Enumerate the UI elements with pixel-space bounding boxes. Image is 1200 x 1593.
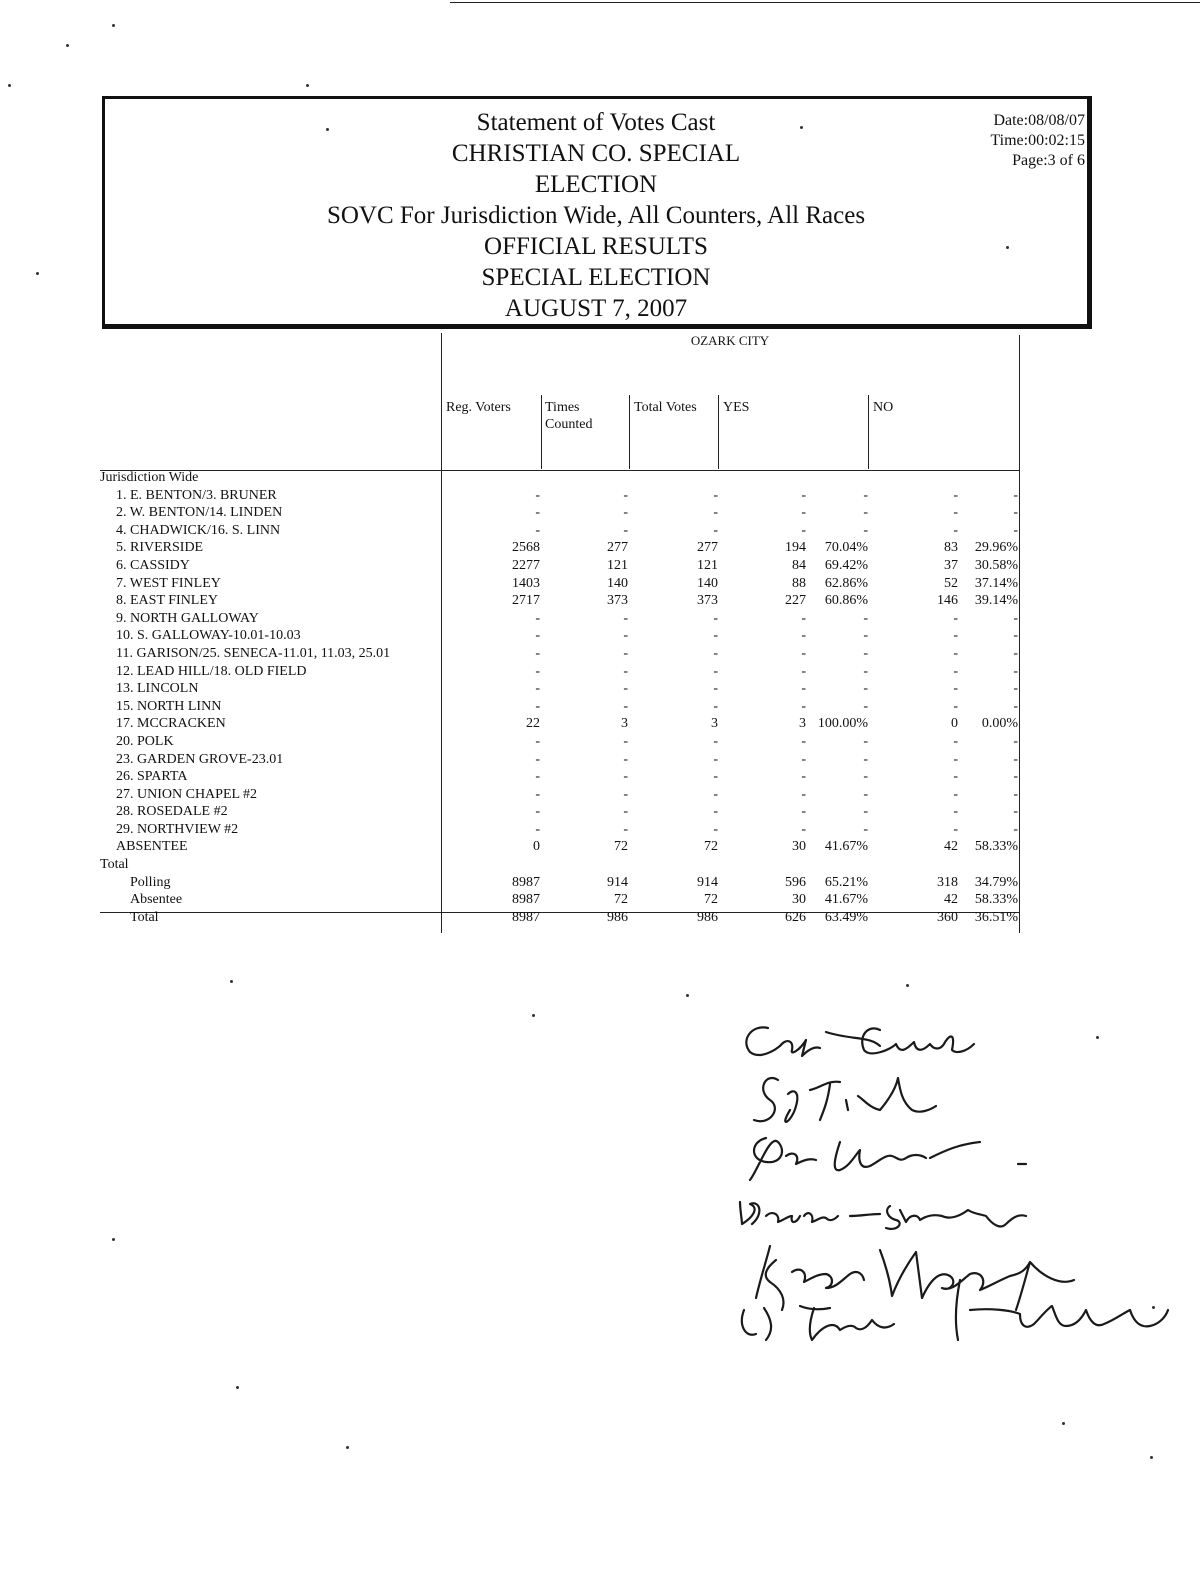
divider-line	[629, 395, 630, 469]
cell-name: 13. LINCOLN	[116, 681, 199, 697]
cell-total: -	[713, 751, 718, 767]
col-times-counted	[545, 399, 592, 433]
cell-yes-pct: 69.42%	[824, 557, 868, 573]
cell-yes-pct: -	[863, 804, 868, 820]
cell-yes-pct: -	[863, 698, 868, 714]
cell-no: -	[953, 645, 958, 661]
table-row	[100, 610, 1020, 628]
cell-reg: -	[535, 645, 540, 661]
table-row	[100, 751, 1020, 769]
cell-times: -	[623, 505, 628, 521]
divider-line	[541, 395, 542, 469]
cell-name: 1. E. BENTON/3. BRUNER	[116, 487, 277, 503]
cell-yes-pct: -	[863, 769, 868, 785]
scan-speck	[326, 128, 329, 131]
cell-times: -	[623, 610, 628, 626]
cell-name: 6. CASSIDY	[116, 557, 190, 573]
cell-no: -	[953, 522, 958, 538]
cell-no-pct: -	[1013, 769, 1018, 785]
cell-no-pct: -	[1013, 733, 1018, 749]
cell-yes: -	[801, 733, 806, 749]
table-body	[100, 469, 1020, 926]
cell-yes-pct: -	[863, 663, 868, 679]
table-row	[100, 786, 1020, 804]
cell-yes: -	[801, 487, 806, 503]
cell-times: 140	[607, 575, 628, 591]
table-row	[100, 891, 1020, 909]
cell-no-pct: -	[1013, 505, 1018, 521]
cell-yes: 596	[785, 874, 806, 890]
cell-total: 373	[697, 593, 718, 609]
scan-speck	[66, 44, 69, 47]
cell-yes: 30	[792, 892, 806, 908]
cell-no: -	[953, 804, 958, 820]
cell-name: Jurisdiction Wide	[100, 470, 199, 485]
cell-no-pct: -	[1013, 698, 1018, 714]
cell-name: 17. MCCRACKEN	[116, 716, 226, 732]
cell-no: -	[953, 751, 958, 767]
signature-2	[754, 1078, 936, 1122]
table-row	[100, 504, 1020, 522]
divider-line	[718, 395, 719, 469]
cell-no-pct: -	[1013, 645, 1018, 661]
cell-yes-pct: -	[863, 487, 868, 503]
cell-total: -	[713, 769, 718, 785]
cell-name: 2. W. BENTON/14. LINDEN	[116, 505, 283, 521]
cell-yes-pct: -	[863, 505, 868, 521]
cell-no: 318	[937, 874, 958, 890]
cell-no: -	[953, 698, 958, 714]
cell-yes-pct: 63.49%	[824, 909, 868, 925]
cell-no-pct: -	[1013, 804, 1018, 820]
table-row	[100, 522, 1020, 540]
cell-yes: 227	[785, 593, 806, 609]
cell-times: -	[623, 769, 628, 785]
cell-no-pct: -	[1013, 821, 1018, 837]
cell-yes: -	[801, 786, 806, 802]
cell-no-pct: 39.14%	[974, 593, 1018, 609]
report-date: Date:08/08/07	[993, 112, 1085, 129]
cell-yes-pct: -	[863, 821, 868, 837]
cell-name: 8. EAST FINLEY	[116, 593, 219, 609]
col-times-line: Times	[545, 400, 580, 415]
cell-yes-pct: 41.67%	[824, 892, 868, 908]
cell-reg: -	[535, 786, 540, 802]
cell-no-pct: -	[1013, 487, 1018, 503]
cell-name: 23. GARDEN GROVE-23.01	[116, 751, 284, 767]
col-yes: YES	[723, 400, 750, 415]
col-no: NO	[873, 400, 894, 415]
title-line: OFFICIAL RESULTS	[484, 233, 708, 260]
cell-yes: 30	[792, 839, 806, 855]
cell-no: 0	[951, 716, 958, 732]
cell-total: 277	[697, 540, 718, 556]
cell-reg: 8987	[512, 892, 540, 908]
scan-speck	[800, 126, 803, 129]
cell-times: -	[623, 821, 628, 837]
divider-line	[868, 395, 869, 469]
cell-name: Total	[130, 909, 159, 925]
scan-speck	[1006, 246, 1009, 249]
cell-reg: 2717	[512, 593, 540, 609]
cell-name: Total	[100, 857, 129, 873]
cell-reg: -	[535, 804, 540, 820]
cell-total: 3	[711, 716, 718, 732]
report-page: Page:3 of 6	[1012, 152, 1085, 169]
cell-reg: 2568	[512, 540, 540, 556]
title-line: Statement of Votes Cast	[476, 109, 716, 136]
cell-total: -	[713, 786, 718, 802]
cell-reg: -	[535, 610, 540, 626]
cell-no: 83	[944, 540, 958, 556]
cell-yes-pct: 65.21%	[824, 874, 868, 890]
scan-speck	[1150, 1456, 1153, 1459]
cell-no-pct: -	[1013, 610, 1018, 626]
cell-total: -	[713, 610, 718, 626]
col-times-line: Counted	[545, 417, 593, 432]
cell-yes: -	[801, 821, 806, 837]
cell-no: -	[953, 733, 958, 749]
cell-reg: 8987	[512, 874, 540, 890]
table-row	[100, 768, 1020, 786]
cell-no: -	[953, 628, 958, 644]
scan-speck	[306, 84, 309, 87]
cell-name: Polling	[130, 874, 171, 890]
title-line: SPECIAL ELECTION	[481, 264, 711, 291]
cell-yes: 84	[792, 557, 806, 573]
cell-yes-pct: -	[863, 645, 868, 661]
cell-times: -	[623, 804, 628, 820]
signature-5	[756, 1246, 1074, 1310]
cell-reg: 0	[533, 839, 540, 855]
cell-no-pct: -	[1013, 681, 1018, 697]
cell-yes-pct: -	[863, 733, 868, 749]
cell-yes: -	[801, 698, 806, 714]
table-row	[100, 627, 1020, 645]
cell-reg: -	[535, 733, 540, 749]
cell-yes: -	[801, 628, 806, 644]
cell-no: 146	[937, 593, 958, 609]
cell-no-pct: -	[1013, 663, 1018, 679]
table-row	[100, 645, 1020, 663]
scan-speck	[230, 980, 233, 983]
cell-times: 277	[607, 540, 628, 556]
title-block	[105, 107, 1087, 324]
cell-total: -	[713, 628, 718, 644]
cell-no-pct: -	[1013, 522, 1018, 538]
cell-total: -	[713, 804, 718, 820]
cell-no-pct: 0.00%	[981, 716, 1018, 732]
cell-reg: -	[535, 505, 540, 521]
table-row	[100, 874, 1020, 892]
table-row	[100, 469, 1020, 487]
cell-name: 29. NORTHVIEW #2	[116, 821, 239, 837]
cell-total: 986	[697, 909, 718, 925]
cell-no-pct: 37.14%	[974, 575, 1018, 591]
scan-speck	[36, 272, 39, 275]
cell-times: -	[623, 681, 628, 697]
cell-times: -	[623, 487, 628, 503]
table-row	[100, 663, 1020, 681]
cell-yes-pct: 62.86%	[824, 575, 868, 591]
cell-yes: 3	[799, 716, 806, 732]
cell-reg: -	[535, 628, 540, 644]
cell-yes: -	[801, 769, 806, 785]
table-row	[100, 557, 1020, 575]
cell-name: Absentee	[130, 892, 183, 908]
cell-no-pct: 29.96%	[974, 540, 1018, 556]
table-row	[100, 838, 1020, 856]
cell-no-pct: -	[1013, 751, 1018, 767]
cell-reg: -	[535, 681, 540, 697]
cell-times: 373	[607, 593, 628, 609]
cell-name: 15. NORTH LINN	[116, 698, 222, 714]
cell-reg: -	[535, 751, 540, 767]
cell-total: 72	[704, 892, 718, 908]
cell-no: 42	[944, 839, 958, 855]
signature-1	[746, 1027, 974, 1056]
cell-name: 4. CHADWICK/16. S. LINN	[116, 522, 281, 538]
table-row	[100, 487, 1020, 505]
cell-times: -	[623, 645, 628, 661]
cell-no: -	[953, 610, 958, 626]
cell-yes: -	[801, 522, 806, 538]
title-line: SOVC For Jurisdiction Wide, All Counters, All Races	[326, 202, 866, 229]
table-row	[100, 821, 1020, 839]
cell-times: -	[623, 786, 628, 802]
cell-yes-pct: -	[863, 628, 868, 644]
cell-no-pct: 30.58%	[974, 557, 1018, 573]
scan-speck	[686, 994, 689, 997]
cell-name: 5. RIVERSIDE	[116, 540, 204, 556]
signature-4	[740, 1202, 1026, 1229]
cell-reg: -	[535, 487, 540, 503]
col-total-votes: Total Votes	[634, 400, 697, 415]
cell-yes: 194	[785, 540, 806, 556]
cell-name: 27. UNION CHAPEL #2	[116, 786, 258, 802]
cell-no-pct: 58.33%	[974, 839, 1018, 855]
cell-reg: -	[535, 821, 540, 837]
cell-total: -	[713, 663, 718, 679]
table-row	[100, 592, 1020, 610]
cell-no-pct: 34.79%	[974, 874, 1018, 890]
cell-total: -	[713, 698, 718, 714]
scan-speck	[1062, 1422, 1065, 1425]
cell-times: 72	[614, 892, 628, 908]
scan-speck	[112, 24, 115, 27]
cell-no-pct: -	[1013, 786, 1018, 802]
cell-times: -	[623, 733, 628, 749]
signature-3	[750, 1138, 1026, 1180]
cell-no: -	[953, 681, 958, 697]
cell-times: 986	[607, 909, 628, 925]
cell-total: -	[713, 487, 718, 503]
cell-yes: 626	[785, 909, 806, 925]
cell-no: 52	[944, 575, 958, 591]
table-row	[100, 680, 1020, 698]
cell-times: -	[623, 628, 628, 644]
cell-times: -	[623, 522, 628, 538]
cell-no: -	[953, 786, 958, 802]
header-box	[102, 96, 1092, 329]
cell-total: 121	[697, 557, 718, 573]
cell-yes: -	[801, 610, 806, 626]
cell-yes-pct: -	[863, 610, 868, 626]
scan-top-line	[450, 2, 1200, 3]
cell-reg: 8987	[512, 909, 540, 925]
scan-speck	[1096, 1036, 1099, 1039]
cell-no: -	[953, 663, 958, 679]
scan-speck	[906, 984, 909, 987]
cell-yes-pct: 60.86%	[824, 593, 868, 609]
cell-yes-pct: -	[863, 681, 868, 697]
report-meta	[990, 111, 1085, 171]
cell-reg: -	[535, 769, 540, 785]
cell-no-pct: 36.51%	[974, 909, 1018, 925]
cell-yes: -	[801, 663, 806, 679]
scan-speck	[346, 1446, 349, 1449]
cell-total: 140	[697, 575, 718, 591]
table-row	[100, 803, 1020, 821]
cell-reg: -	[535, 663, 540, 679]
table-row	[100, 909, 1020, 927]
cell-yes-pct: -	[863, 786, 868, 802]
cell-yes-pct: -	[863, 751, 868, 767]
cell-yes-pct: 41.67%	[824, 839, 868, 855]
report-time: Time:00:02:15	[990, 132, 1085, 149]
cell-name: 11. GARISON/25. SENECA-11.01, 11.03, 25.01	[116, 645, 391, 661]
cell-times: -	[623, 698, 628, 714]
cell-name: 28. ROSEDALE #2	[116, 804, 228, 820]
cell-name: 9. NORTH GALLOWAY	[116, 610, 259, 626]
scan-speck	[8, 84, 11, 87]
cell-times: 121	[607, 557, 628, 573]
cell-times: 3	[621, 716, 628, 732]
cell-reg: -	[535, 698, 540, 714]
cell-name: 7. WEST FINLEY	[116, 575, 221, 591]
cell-times: -	[623, 751, 628, 767]
cell-total: -	[713, 821, 718, 837]
scan-speck	[236, 1386, 239, 1389]
cell-no: -	[953, 487, 958, 503]
cell-total: -	[713, 505, 718, 521]
cell-no: 37	[944, 557, 958, 573]
cell-name: 10. S. GALLOWAY-10.01-10.03	[116, 628, 301, 644]
cell-times: 914	[607, 874, 628, 890]
cell-no: 42	[944, 892, 958, 908]
table-row	[100, 856, 1020, 874]
cell-times: 72	[614, 839, 628, 855]
cell-reg: 2277	[512, 557, 540, 573]
cell-yes: 88	[792, 575, 806, 591]
cell-yes: -	[801, 681, 806, 697]
cell-no: 360	[937, 909, 958, 925]
signature-6	[742, 1280, 1168, 1340]
scan-speck	[1152, 1306, 1155, 1309]
cell-yes: -	[801, 505, 806, 521]
cell-no: -	[953, 505, 958, 521]
col-reg-voters: Reg. Voters	[446, 400, 511, 415]
cell-total: -	[713, 733, 718, 749]
cell-reg: 22	[526, 716, 540, 732]
table-row	[100, 733, 1020, 751]
cell-times: -	[623, 663, 628, 679]
cell-total: -	[713, 645, 718, 661]
cell-name: 12. LEAD HILL/18. OLD FIELD	[116, 663, 307, 679]
cell-total: -	[713, 522, 718, 538]
table-row	[100, 698, 1020, 716]
table-row	[100, 539, 1020, 557]
title-line: AUGUST 7, 2007	[504, 295, 688, 322]
signatures	[730, 1010, 1170, 1360]
cell-yes: -	[801, 804, 806, 820]
cell-name: ABSENTEE	[116, 839, 188, 855]
cell-yes: -	[801, 645, 806, 661]
table-row	[100, 575, 1020, 593]
cell-reg: 1403	[512, 575, 540, 591]
cell-yes-pct: 100.00%	[817, 716, 868, 732]
group-title: OZARK CITY	[690, 333, 770, 348]
cell-reg: -	[535, 522, 540, 538]
cell-no-pct: 58.33%	[974, 892, 1018, 908]
cell-no-pct: -	[1013, 628, 1018, 644]
cell-yes-pct: -	[863, 522, 868, 538]
cell-no: -	[953, 769, 958, 785]
cell-name: 20. POLK	[116, 733, 174, 749]
scan-speck	[532, 1014, 535, 1017]
cell-name: 26. SPARTA	[116, 769, 188, 785]
title-line: CHRISTIAN CO. SPECIAL	[451, 140, 741, 167]
cell-yes: -	[801, 751, 806, 767]
cell-total: 72	[704, 839, 718, 855]
table-row	[100, 715, 1020, 733]
title-line: ELECTION	[534, 171, 658, 198]
cell-total: 914	[697, 874, 718, 890]
scan-speck	[112, 1238, 115, 1241]
cell-yes-pct: 70.04%	[824, 540, 868, 556]
cell-no: -	[953, 821, 958, 837]
cell-total: -	[713, 681, 718, 697]
